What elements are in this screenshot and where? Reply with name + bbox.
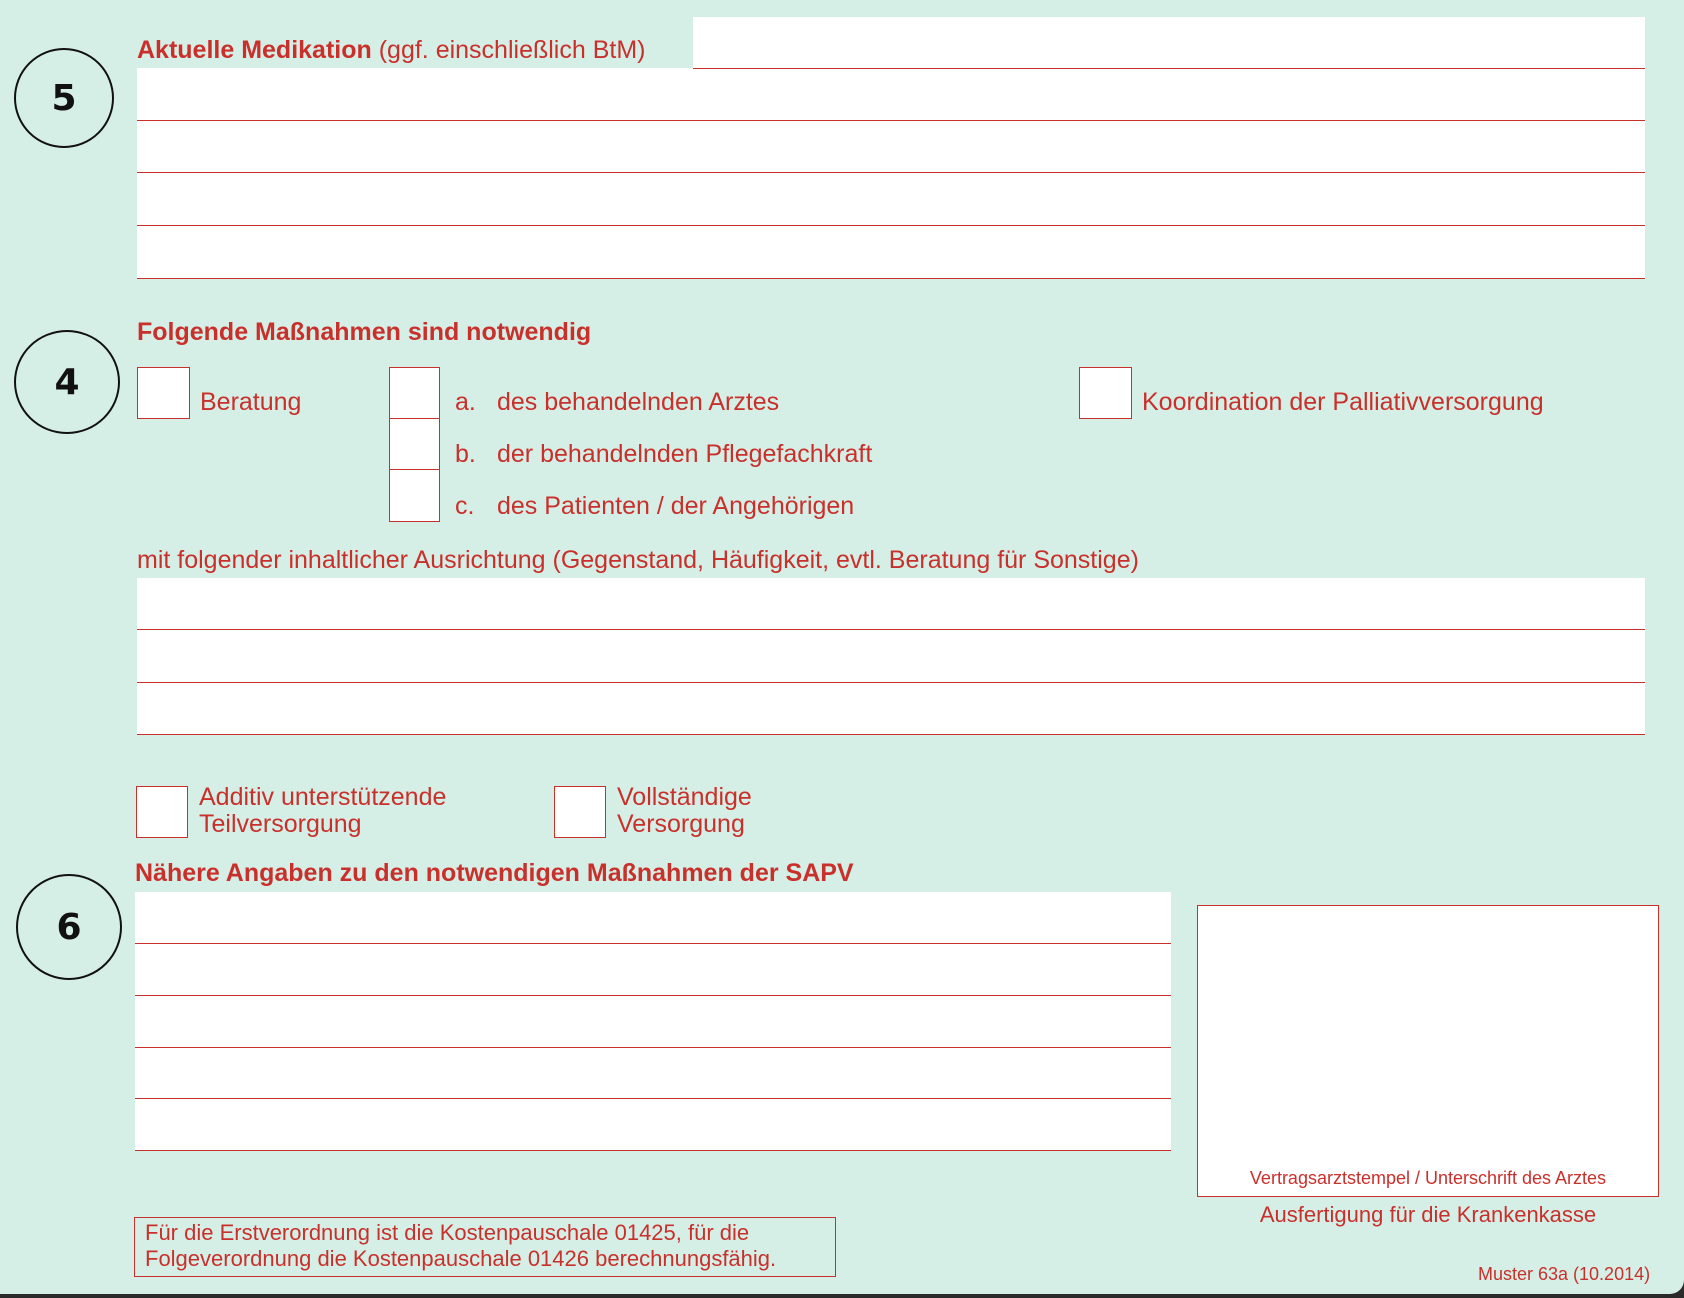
vollstaendig-label: [617, 784, 752, 838]
details-rule-2: [135, 995, 1171, 996]
medication-rule-3: [137, 172, 1645, 173]
additiv-label: [199, 784, 446, 838]
additiv-checkbox[interactable]: [136, 786, 188, 838]
details-rule-4: [135, 1098, 1171, 1099]
option-b-text: der behandelnden Pflegefachkraft: [497, 440, 873, 468]
medication-rule-5: [137, 278, 1645, 279]
koordination-checkbox[interactable]: [1079, 367, 1132, 419]
medication-rule-1: [693, 68, 1645, 69]
vollstaendig-label-line2: Versorgung: [617, 810, 745, 838]
cost-note-line1: Für die Erstverordnung ist die Kostenpauschale 01425, für die: [145, 1220, 750, 1245]
details-rule-3: [135, 1047, 1171, 1048]
beratung-label: Beratung: [200, 388, 302, 416]
koordination-label: Koordination der Palliativversorgung: [1142, 388, 1544, 416]
form-id: Muster 63a (10.2014): [1478, 1264, 1651, 1284]
cost-note-line2: Folgeverordnung die Kostenpauschale 01426 berechnungsfähig.: [145, 1246, 777, 1271]
details-title: Nähere Angaben zu den notwendigen Maßnahmen der SAPV: [135, 859, 854, 887]
additiv-label-line1: Additiv unterstützende: [199, 783, 447, 811]
annotation-circle-6: 6: [16, 874, 122, 980]
vollstaendig-label-line1: Vollständige: [617, 783, 752, 811]
option-a-letter: a.: [455, 388, 476, 416]
copy-label: Ausfertigung für die Krankenkasse: [1259, 1202, 1597, 1227]
option-a-checkbox[interactable]: [389, 367, 440, 420]
stamp-caption: Vertragsarztstempel / Unterschrift des Arztes: [1249, 1168, 1607, 1188]
beratung-checkbox[interactable]: [137, 367, 190, 419]
option-c-checkbox[interactable]: [389, 469, 440, 522]
details-rule-5: [135, 1150, 1171, 1151]
orientation-rule-2: [137, 682, 1645, 683]
annotation-circle-5: 5: [14, 48, 114, 148]
medication-title-suffix: (ggf. einschließlich BtM): [378, 36, 646, 64]
medication-rule-4: [137, 225, 1645, 226]
medication-field-top[interactable]: [693, 17, 1645, 68]
option-b-checkbox[interactable]: [389, 418, 440, 471]
stamp-box[interactable]: [1197, 905, 1659, 1197]
option-c-text: des Patienten / der Angehörigen: [497, 492, 855, 520]
medication-rule-2: [137, 120, 1645, 121]
cost-note-box: [134, 1217, 836, 1277]
vollstaendig-checkbox[interactable]: [554, 786, 606, 838]
annotation-circle-4: 4: [14, 330, 120, 434]
additiv-label-line2: Teilversorgung: [199, 810, 362, 838]
medication-title: [137, 36, 645, 65]
orientation-label: mit folgender inhaltlicher Ausrichtung (Gegenstand, Häufigkeit, evtl. Beratung für Sonstige): [137, 546, 1139, 574]
details-rule-1: [135, 943, 1171, 944]
details-field[interactable]: [135, 892, 1171, 1150]
option-c-letter: c.: [455, 492, 475, 520]
orientation-field[interactable]: [137, 578, 1645, 734]
medication-title-bold: Aktuelle Medikation: [137, 36, 372, 64]
option-b-letter: b.: [455, 440, 476, 468]
measures-title: Folgende Maßnahmen sind notwendig: [137, 318, 592, 346]
orientation-rule-1: [137, 629, 1645, 630]
medication-field[interactable]: [137, 68, 1645, 278]
option-a-text: des behandelnden Arztes: [497, 388, 780, 416]
orientation-rule-3: [137, 734, 1645, 735]
